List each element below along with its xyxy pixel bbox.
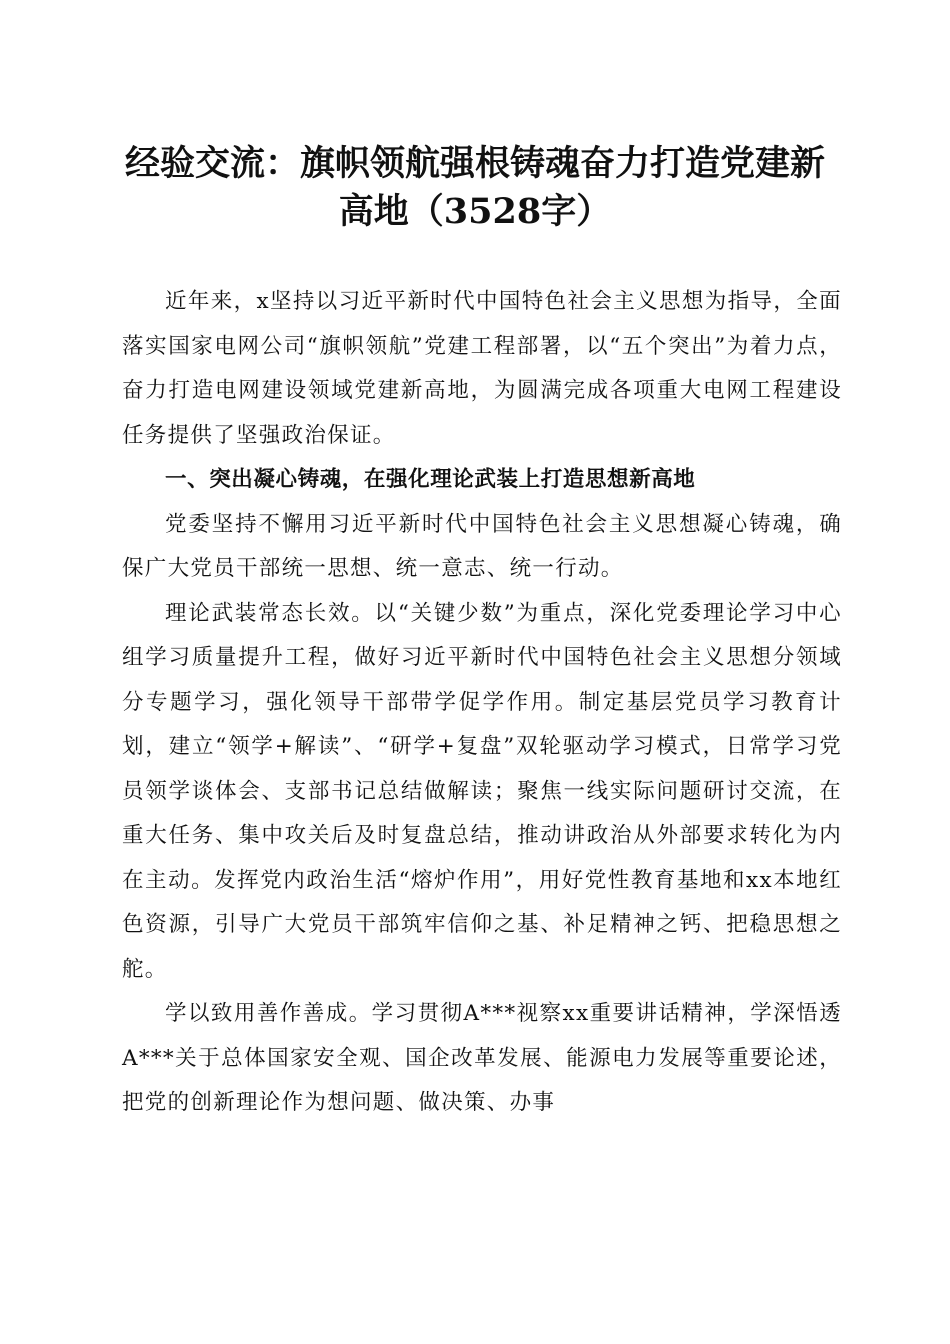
- document-body: [122, 280, 842, 1126]
- document-title-line-1: 经验交流：旗帜领航强根铸魂奋力打造党建新: [124, 143, 825, 184]
- theory-paragraph: 理论武装常态长效。以“关键少数”为重点，深化党委理论学习中心组学习质量提升工程，做好习近平新时代中国特色社会主义思想分领域分专题学习，强化领导干部带学促学作用。制定基层党员学习教育计划，建立“领学+解读”、“研学+复盘”双轮驱动学习模式，日常学习党员领学谈体会、支部书记总结做解读；聚焦一线实际问题研讨交流，在重大任务、集中攻关后及时复盘总结，推动讲政治从外部要求转化为内在主动。发挥党内政治生活“熔炉作用”，用好党性教育基地和xx本地红色资源，引导广大党员干部筑牢信仰之基、补足精神之钙、把稳思想之舵。: [122, 600, 842, 982]
- section-intro-paragraph: 党委坚持不懈用习近平新时代中国特色社会主义思想凝心铸魂，确保广大党员干部统一思想、统一意志、统一行动。: [122, 511, 842, 581]
- document-title-line-2: 高地（3528字）: [338, 191, 612, 232]
- application-paragraph: 学以致用善作善成。学习贯彻A***视察xx重要讲话精神，学深悟透A***关于总体国家安全观、国企改革发展、能源电力发展等重要论述，把党的创新理论作为想问题、做决策、办事: [122, 1001, 842, 1115]
- section-heading: 一、突出凝心铸魂，在强化理论武装上打造思想新高地: [165, 467, 696, 492]
- intro-paragraph: 近年来，x坚持以习近平新时代中国特色社会主义思想为指导，全面落实国家电网公司“旗帜领航”党建工程部署，以“五个突出”为着力点，奋力打造电网建设领域党建新高地，为圆满完成各项重大电网工程建设任务提供了坚强政治保证。: [122, 289, 842, 448]
